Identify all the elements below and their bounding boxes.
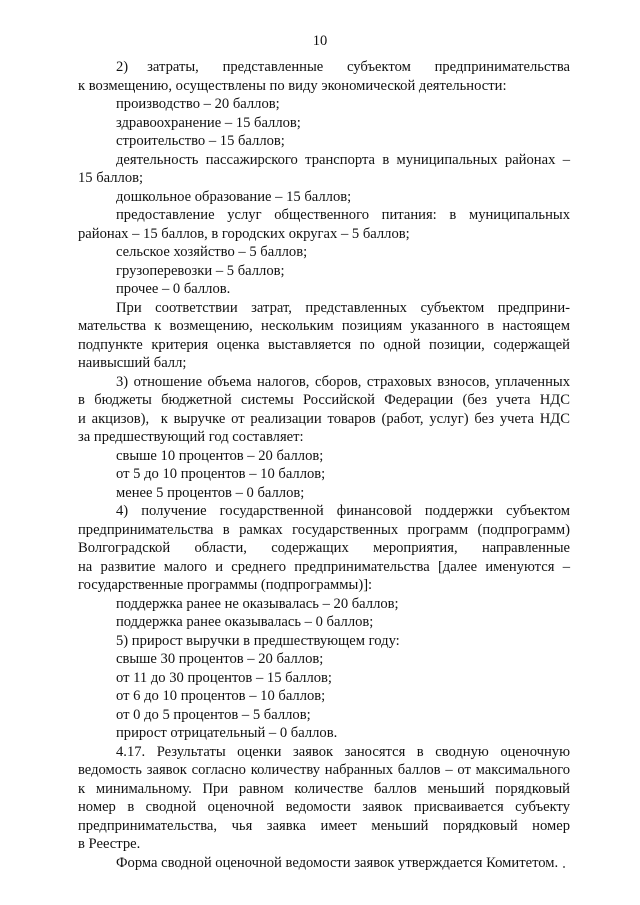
text-line: от 0 до 5 процентов – 5 баллов;: [116, 706, 311, 723]
text-line: грузоперевозки – 5 баллов;: [116, 262, 285, 279]
text-line: Волгоградской области, содержащих мероприятия, направленные: [78, 540, 570, 556]
page-number: 10: [312, 33, 328, 49]
text-line: При соответствии затрат, представленных субъектом предприни-: [116, 299, 570, 316]
text-line: Форма сводной оценочной ведомости заявок утверждается Комитетом.: [116, 854, 559, 871]
text-line: поддержка ранее оказывалась – 0 баллов;: [116, 614, 374, 630]
text-line: на развитие малого и среднего предпринимательства [далее именуются –: [78, 558, 570, 575]
text-line: свыше 30 процентов – 20 баллов;: [116, 651, 324, 667]
text-line: 2) затраты, представленные субъектом предпринимательства: [116, 59, 570, 75]
text-line: к возмещению, осуществлены по виду экономической деятельности:: [78, 77, 507, 94]
text-line: сельское хозяйство – 5 баллов;: [116, 244, 308, 260]
text-line: номер в сводной оценочной ведомости заявок присваивается субъекту: [78, 799, 570, 815]
text-line: предпринимательства, чья заявка имеет меньший порядковый номер: [78, 817, 570, 834]
text-line: строительство – 15 баллов;: [116, 133, 285, 149]
text-line: поддержка ранее не оказывалась – 20 баллов;: [116, 595, 399, 612]
text-line: и акцизов), к выручке от реализации товаров (работ, услуг) без учета НДС: [78, 410, 570, 427]
text-line: районах – 15 баллов, в городских округах – 5 баллов;: [78, 225, 410, 242]
text-line: менее 5 процентов – 0 баллов;: [116, 484, 305, 501]
text-line: государственные программы (подпрограммы)]:: [78, 577, 373, 593]
text-line: 5) прирост выручки в предшествующем году:: [116, 632, 400, 649]
text-line: дошкольное образование – 15 баллов;: [116, 188, 352, 205]
text-line: от 11 до 30 процентов – 15 баллов;: [116, 669, 332, 686]
text-line: ведомость заявок согласно количеству набранных баллов – от максимального: [78, 762, 570, 778]
text-line: 4) получение государственной финансовой поддержки субъектом: [116, 503, 570, 519]
text-line: производство – 20 баллов;: [116, 96, 280, 112]
text-line: прочее – 0 баллов.: [116, 281, 231, 297]
text-line: предоставление услуг общественного питания: в муниципальных: [116, 207, 570, 223]
text-line: к минимальному. При равном количестве баллов меньший порядковый: [78, 780, 570, 797]
text-line: 3) отношение объема налогов, сборов, страховых взносов, уплаченных: [116, 373, 570, 390]
text-line: здравоохранение – 15 баллов;: [116, 114, 301, 131]
text-line: от 6 до 10 процентов – 10 баллов;: [116, 688, 326, 704]
text-line: наивысший балл;: [78, 355, 187, 371]
text-line: в Реестре.: [78, 836, 141, 852]
text-line: подпункте критерия оценка выставляется по одной позиции, содержащей: [78, 336, 570, 353]
document-body: [78, 58, 570, 872]
scan-speck: [563, 866, 565, 868]
text-line: свыше 10 процентов – 20 баллов;: [116, 447, 324, 464]
text-line: предпринимательства в рамках государственных программ (подпрограмм): [78, 521, 570, 538]
text-line: 4.17. Результаты оценки заявок заносятся в сводную оценочную: [116, 743, 570, 760]
text-line: за предшествующий год составляет:: [78, 429, 304, 445]
text-line: деятельность пассажирского транспорта в муниципальных районах –: [116, 151, 570, 168]
text-line: прирост отрицательный – 0 баллов.: [116, 725, 338, 741]
text-line: от 5 до 10 процентов – 10 баллов;: [116, 466, 326, 482]
text-line: мательства к возмещению, нескольким позициям указанного в настоящем: [78, 318, 570, 334]
text-line: в бюджеты бюджетной системы Российской Федерации (без учета НДС: [78, 392, 570, 408]
text-line: 15 баллов;: [78, 170, 144, 186]
